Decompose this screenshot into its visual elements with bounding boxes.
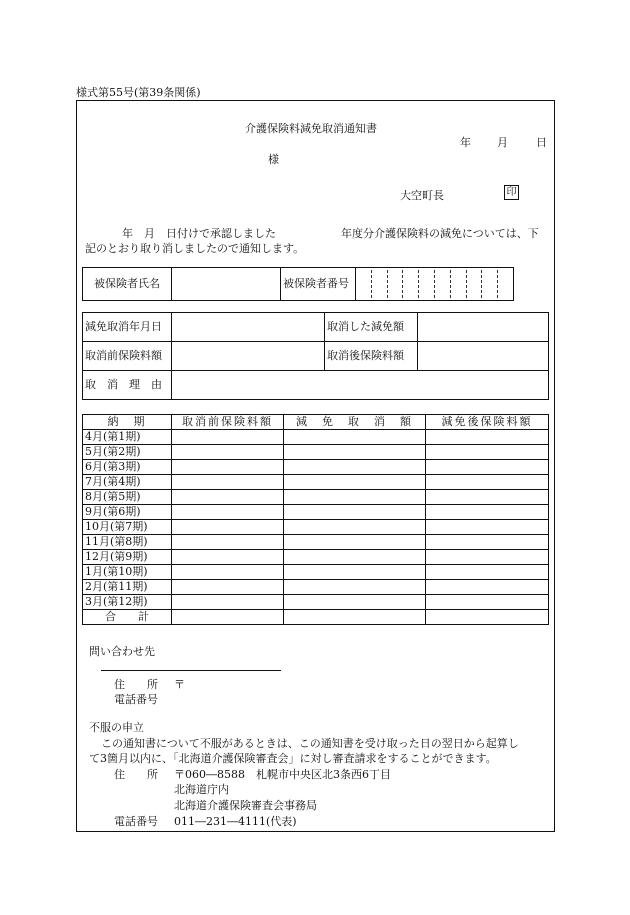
addressee-suffix: 様: [268, 153, 279, 166]
inquiry-heading: 問い合わせ先: [89, 645, 155, 658]
appeal-text-1: この通知書について不服があるときは、この通知書を受け取った日の翌日から起算し: [101, 737, 519, 750]
table-row: [83, 475, 549, 490]
body-line1-a: 年 月 日付けで承認しました: [122, 227, 276, 240]
after-amount-field[interactable]: [418, 342, 549, 371]
amount-cell[interactable]: [284, 565, 426, 580]
reason-label: 取 消 理 由: [83, 371, 172, 400]
body-line1-b: 年度分介護保険料の減免については、下: [341, 227, 539, 240]
amount-cell[interactable]: [172, 550, 284, 565]
inquiry-postal-mark: 〒: [174, 678, 185, 691]
reason-field[interactable]: [172, 371, 549, 400]
amount-cell[interactable]: [284, 445, 426, 460]
table-row: [83, 490, 549, 505]
schedule-header: 減免後保険料額: [426, 415, 549, 430]
table-row: [83, 580, 549, 595]
amount-cell[interactable]: [284, 535, 426, 550]
period-label: 12月(第9期): [83, 550, 172, 565]
amount-cell[interactable]: [426, 460, 549, 475]
amount-cell[interactable]: [172, 565, 284, 580]
cancelled-amount-field[interactable]: [418, 313, 549, 342]
amount-cell[interactable]: [284, 490, 426, 505]
appeal-phone: 011―231―4111(代表): [174, 815, 297, 828]
amount-cell[interactable]: [172, 610, 284, 625]
page-title: 介護保険料減免取消通知書: [245, 122, 377, 135]
appeal-text-2: て3箇月以内に、「北海道介護保険審査会」に対し審査請求をすることができます。: [89, 752, 497, 765]
amount-cell[interactable]: [284, 550, 426, 565]
table-row: [83, 505, 549, 520]
amount-cell[interactable]: [284, 430, 426, 445]
schedule-header: 納 期: [83, 415, 172, 430]
period-label: 3月(第12期): [83, 595, 172, 610]
insured-number-label: 被保険者番号: [281, 268, 356, 301]
insured-table: [82, 267, 514, 301]
table-row: [83, 595, 549, 610]
before-amount-field[interactable]: [172, 342, 325, 371]
amount-cell[interactable]: [284, 610, 426, 625]
period-label: 1月(第10期): [83, 565, 172, 580]
amount-cell[interactable]: [172, 535, 284, 550]
amount-cell[interactable]: [172, 580, 284, 595]
inquiry-address-label: 住 所: [114, 678, 158, 691]
seal: 印: [504, 185, 519, 200]
amount-cell[interactable]: [426, 580, 549, 595]
amount-cell[interactable]: [426, 490, 549, 505]
period-label: 6月(第3期): [83, 460, 172, 475]
amount-cell[interactable]: [172, 595, 284, 610]
amount-cell[interactable]: [284, 595, 426, 610]
schedule-header: 減 免 取 消 額: [284, 415, 426, 430]
amount-cell[interactable]: [284, 475, 426, 490]
period-label: 9月(第6期): [83, 505, 172, 520]
period-label: 10月(第7期): [83, 520, 172, 535]
appeal-heading: 不服の申立: [89, 721, 144, 734]
appeal-org-1: 北海道庁内: [174, 783, 229, 796]
form-id: 様式第55号(第39条関係): [76, 86, 201, 99]
inquiry-divider: [101, 670, 281, 671]
amount-cell[interactable]: [172, 505, 284, 520]
issuer: 大空町長: [400, 189, 444, 202]
amount-cell[interactable]: [426, 595, 549, 610]
amount-cell[interactable]: [172, 430, 284, 445]
cancelled-amount-label: 取消した減免額: [325, 313, 418, 342]
amount-cell[interactable]: [172, 520, 284, 535]
amount-cell[interactable]: [172, 445, 284, 460]
amount-cell[interactable]: [426, 505, 549, 520]
table-row: [83, 430, 549, 445]
insured-number-field[interactable]: [356, 268, 514, 301]
period-label: 4月(第1期): [83, 430, 172, 445]
inquiry-phone-label: 電話番号: [114, 693, 158, 706]
cancel-info-table: [82, 312, 549, 400]
body-line2: 記のとおり取り消しましたので通知します。: [85, 242, 305, 255]
amount-cell[interactable]: [426, 445, 549, 460]
total-row: [83, 610, 549, 625]
amount-cell[interactable]: [172, 475, 284, 490]
insured-name-label: 被保険者氏名: [83, 268, 172, 301]
amount-cell[interactable]: [172, 460, 284, 475]
after-amount-label: 取消後保険料額: [325, 342, 418, 371]
appeal-org-2: 北海道介護保険審査会事務局: [174, 799, 317, 812]
total-label: 合 計: [83, 610, 172, 625]
appeal-address-label: 住 所: [114, 768, 158, 781]
amount-cell[interactable]: [426, 550, 549, 565]
table-row: [83, 565, 549, 580]
before-amount-label: 取消前保険料額: [83, 342, 172, 371]
appeal-phone-label: 電話番号: [114, 815, 158, 828]
period-label: 7月(第4期): [83, 475, 172, 490]
schedule-table: [82, 414, 549, 625]
amount-cell[interactable]: [426, 475, 549, 490]
schedule-header: 取消前保険料額: [172, 415, 284, 430]
table-row: [83, 520, 549, 535]
amount-cell[interactable]: [426, 535, 549, 550]
amount-cell[interactable]: [284, 520, 426, 535]
amount-cell[interactable]: [284, 460, 426, 475]
date-year-label: 年: [460, 136, 471, 149]
table-row: [83, 460, 549, 475]
cancel-date-field[interactable]: [172, 313, 325, 342]
amount-cell[interactable]: [426, 610, 549, 625]
amount-cell[interactable]: [284, 580, 426, 595]
amount-cell[interactable]: [284, 505, 426, 520]
table-row: [83, 535, 549, 550]
period-label: 2月(第11期): [83, 580, 172, 595]
period-label: 8月(第5期): [83, 490, 172, 505]
amount-cell[interactable]: [426, 430, 549, 445]
table-row: [83, 445, 549, 460]
cancel-date-label: 減免取消年月日: [83, 313, 172, 342]
amount-cell[interactable]: [426, 520, 549, 535]
insured-name-field[interactable]: [172, 268, 281, 301]
amount-cell[interactable]: [172, 490, 284, 505]
period-label: 11月(第8期): [83, 535, 172, 550]
table-row: [83, 550, 549, 565]
amount-cell[interactable]: [426, 565, 549, 580]
period-label: 5月(第2期): [83, 445, 172, 460]
date-month-label: 月: [497, 136, 508, 149]
date-day-label: 日: [536, 136, 547, 149]
appeal-address: 〒060―8588 札幌市中央区北3条西6丁目: [174, 768, 391, 781]
